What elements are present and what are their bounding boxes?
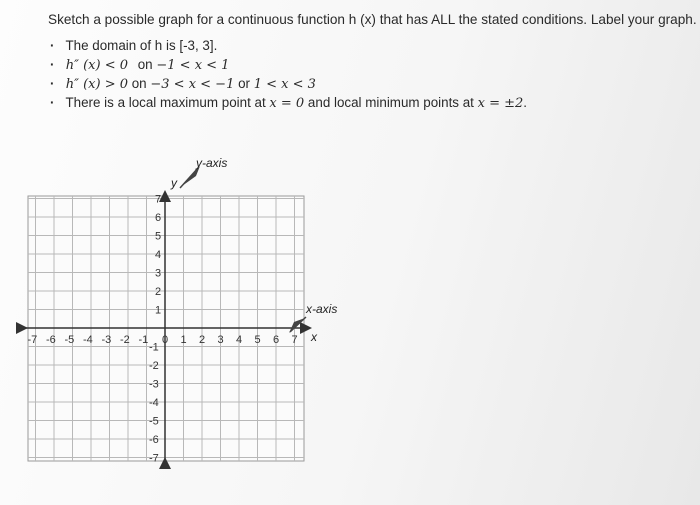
y-tick-label: 7 bbox=[155, 193, 162, 206]
x-tick-label: 2 bbox=[199, 334, 206, 346]
y-tick-label: -5 bbox=[149, 415, 159, 428]
bullet-icon: · bbox=[50, 38, 55, 53]
x-tick-label: -1 bbox=[138, 334, 149, 346]
x-tick-label: 3 bbox=[217, 334, 224, 346]
y-tick-label: -6 bbox=[149, 434, 159, 446]
condition-concave-down: · h″ (x) < 0 on −1 < x < 1 bbox=[50, 57, 230, 73]
y-tick-label: -7 bbox=[149, 452, 159, 465]
problem-prompt: Sketch a possible graph for a continuous function h (x) that has ALL the stated conditions. Label your graph. bbox=[48, 12, 697, 27]
x-tick-label: -5 bbox=[64, 334, 75, 346]
y-tick-label: 5 bbox=[155, 230, 162, 243]
x-tick-label: -3 bbox=[101, 334, 112, 346]
x-axis-letter: x bbox=[311, 330, 317, 344]
x-tick-label: -2 bbox=[120, 334, 130, 346]
y-tick-label: 1 bbox=[155, 304, 162, 317]
x-tick-labels bbox=[28, 334, 298, 346]
x-tick-label: 5 bbox=[254, 334, 261, 346]
x-tick-label: -7 bbox=[27, 334, 38, 346]
x-tick-label: -6 bbox=[46, 334, 56, 346]
y-axis-letter: y bbox=[171, 176, 177, 190]
x-tick-label: -4 bbox=[83, 334, 93, 346]
x-tick-label: 0 bbox=[162, 334, 169, 346]
y-tick-label: -3 bbox=[149, 378, 159, 391]
condition-concave-up: · h″ (x) > 0 on −3 < x < −1 or 1 < x < 3 bbox=[50, 76, 316, 92]
bullet-icon: · bbox=[50, 76, 55, 91]
y-tick-label: 2 bbox=[155, 286, 162, 298]
x-tick-label: 1 bbox=[180, 334, 187, 346]
y-axis-label: y-axis bbox=[196, 156, 228, 170]
x-tick-label: 6 bbox=[273, 334, 280, 346]
y-tick-label: 4 bbox=[155, 249, 162, 261]
y-tick-label: 3 bbox=[155, 267, 162, 280]
y-tick-label: 6 bbox=[155, 212, 162, 224]
y-tick-label: -1 bbox=[149, 341, 159, 354]
condition-extrema: · There is a local maximum point at x = 0 and local minimum points at x = ±2. bbox=[50, 95, 528, 111]
x-tick-label: 4 bbox=[236, 334, 243, 346]
bullet-icon: · bbox=[50, 57, 55, 72]
x-axis-label: x-axis bbox=[306, 302, 338, 316]
bullet-icon: · bbox=[50, 95, 55, 110]
condition-domain: · The domain of h is [-3, 3]. bbox=[50, 38, 218, 53]
y-tick-label: -4 bbox=[149, 397, 159, 409]
y-tick-label: -2 bbox=[149, 360, 159, 372]
x-tick-label: 7 bbox=[291, 334, 298, 346]
